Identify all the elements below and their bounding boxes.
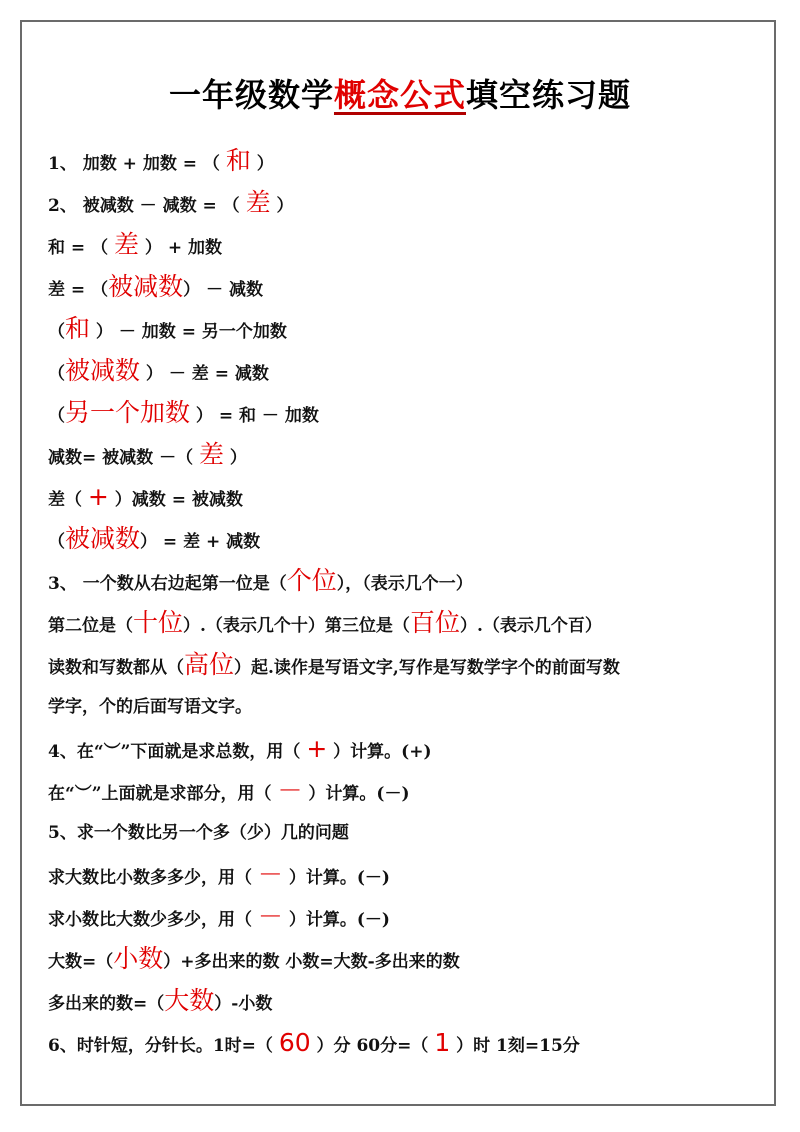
worksheet-line [48, 272, 770, 305]
question-text: ） － 差 = 减数 [140, 364, 269, 384]
answer-text: 60 [278, 1028, 311, 1057]
question-text: ） [250, 154, 274, 174]
worksheet-line [48, 902, 770, 935]
answer-text: 1 [434, 1028, 451, 1057]
question-text: ） [224, 448, 247, 468]
answer-text: 和 [225, 146, 251, 175]
question-text: ） + 加数 [139, 238, 223, 258]
question-text: ）分 60分=（ [310, 1036, 435, 1056]
question-text: ） － 加数 = 另一个加数 [90, 322, 287, 342]
worksheet-line [48, 398, 770, 431]
question-text: 求小数比大数少多少，用（ [48, 910, 258, 930]
question-text: ）时 1刻=15分 [450, 1036, 580, 1056]
answer-text: 差 [199, 440, 225, 469]
question-text: ）减数 = 被减数 [108, 490, 243, 510]
worksheet-line [48, 440, 770, 473]
worksheet-line [48, 146, 770, 179]
question-text: ）起.读作是写语文字,写作是写数学字个的前面写数 [234, 658, 620, 678]
question-text: ） = 和 － 加数 [190, 406, 319, 426]
answer-text: － [277, 776, 303, 805]
worksheet-line [48, 944, 770, 977]
question-text: 求大数比小数多多少，用（ [48, 868, 258, 888]
answer-text: 被减数 [108, 272, 184, 301]
question-text: （ [48, 532, 65, 552]
worksheet-line [48, 566, 770, 599]
question-text: 2、 被减数 － 减数 = （ [48, 196, 246, 216]
question-text: 减数= 被减数 －（ [48, 448, 199, 468]
question-text: 3、 一个数从右边起第一位是（ [48, 574, 287, 594]
answer-text: 差 [245, 188, 271, 217]
question-text: 差（ [48, 490, 88, 510]
question-text: 第二位是（ [48, 616, 133, 636]
question-text: （ [48, 322, 65, 342]
worksheet-line [48, 776, 770, 809]
question-text: 1、 加数 + 加数 = （ [48, 154, 226, 174]
question-text: ）+多出来的数 小数=大数-多出来的数 [163, 952, 460, 972]
question-text: ）计算。(－) [302, 784, 410, 804]
question-text: 在“︶”上面就是求部分，用（ [48, 784, 278, 804]
answer-text: + [87, 482, 109, 511]
worksheet-line [48, 524, 770, 557]
worksheet-line [48, 188, 770, 221]
answer-text: + [306, 734, 328, 763]
question-text: ）.（表示几个十）第三位是（ [183, 616, 410, 636]
answer-text: 差 [114, 230, 140, 259]
question-text: 多出来的数=（ [48, 994, 165, 1014]
question-text: 学字，个的后面写语文字。 [48, 697, 252, 717]
question-text: ）计算。(－) [282, 868, 390, 888]
question-text: ） － 减数 [183, 280, 263, 300]
answer-text: 大数 [164, 986, 215, 1015]
answer-text: 十位 [133, 608, 184, 637]
worksheet-line [48, 692, 770, 722]
answer-text: 被减数 [65, 356, 141, 385]
answer-text: － [257, 902, 283, 931]
title-post: 填空练习题 [466, 76, 632, 114]
answer-text: 小数 [113, 944, 164, 973]
title-highlight: 概念公式 [333, 76, 466, 114]
worksheet-line [48, 734, 770, 767]
answer-text: － [257, 860, 283, 889]
worksheet-line [48, 482, 770, 515]
question-text: ） [270, 196, 294, 216]
answer-text: 高位 [184, 650, 235, 679]
worksheet-line [48, 608, 770, 641]
question-text: ）计算。(+) [327, 742, 432, 762]
answer-text: 另一个加数 [65, 398, 191, 427]
answer-text: 和 [65, 314, 91, 343]
question-text: 差 = （ [48, 280, 109, 300]
question-text: 6、时针短，分针长。1时=（ [48, 1036, 279, 1056]
question-text: ） = 差 + 减数 [140, 532, 261, 552]
question-text: ）计算。(－) [282, 910, 390, 930]
answer-text: 被减数 [65, 524, 141, 553]
worksheet-line [48, 230, 770, 263]
question-text: ）-小数 [214, 994, 273, 1014]
worksheet-line [48, 860, 770, 893]
question-text: 5、求一个数比另一个多（少）几的问题 [48, 823, 349, 843]
worksheet-line [48, 356, 770, 389]
question-text: ）.（表示几个百） [459, 616, 602, 636]
question-text: （ [48, 406, 65, 426]
question-text: ），（表示几个一） [336, 574, 473, 594]
question-text: 4、在“︶”下面就是求总数，用（ [48, 742, 307, 762]
worksheet-line [48, 650, 770, 683]
worksheet-line [48, 1028, 770, 1061]
question-text: 和 = （ [48, 238, 114, 258]
worksheet-line [48, 818, 770, 848]
answer-text: 个位 [286, 566, 337, 595]
question-text: （ [48, 364, 65, 384]
title-pre: 一年级数学 [168, 76, 334, 114]
answer-text: 百位 [409, 608, 460, 637]
worksheet-line [48, 986, 770, 1019]
question-text: 大数=（ [48, 952, 114, 972]
question-text: 读数和写数都从（ [48, 658, 184, 678]
worksheet-line [48, 314, 770, 347]
page-title [0, 70, 800, 116]
